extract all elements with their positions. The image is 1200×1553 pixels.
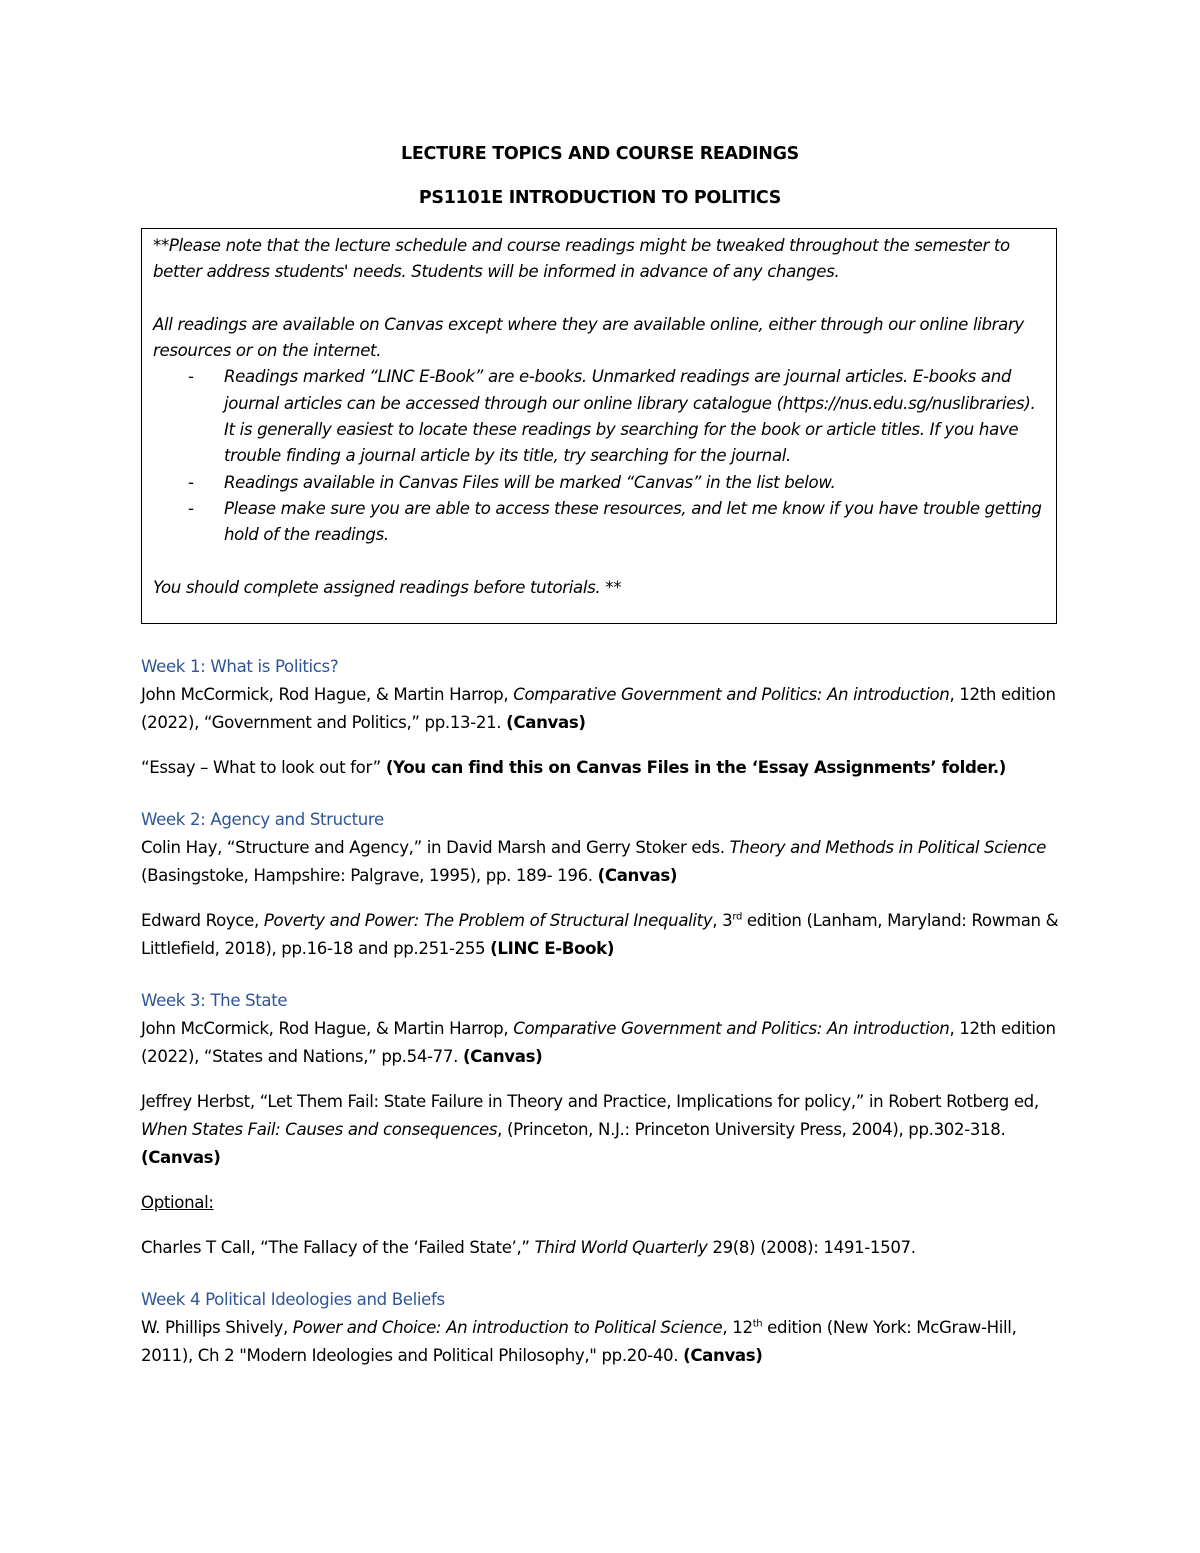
source-tag: (You can find this on Canvas Files in the ‘Essay Assignments’ folder.) bbox=[385, 758, 1007, 777]
source-tag: (LINC E-Book) bbox=[490, 939, 615, 958]
notice-box bbox=[141, 228, 1057, 624]
bullet-marker: - bbox=[188, 367, 194, 387]
notice-bullet bbox=[153, 496, 1046, 549]
course-title: PS1101E INTRODUCTION TO POLITICS bbox=[418, 188, 782, 208]
week-3-heading: Week 3: The State bbox=[141, 991, 288, 1010]
optional-label: Optional: bbox=[141, 1193, 214, 1212]
notice-bullet bbox=[153, 470, 1046, 496]
week-1-reading-2: “Essay – What to look out for” (You can find this on Canvas Files in the ‘Essay Assignments’ folder.) bbox=[141, 758, 1007, 777]
source-tag: (Canvas) bbox=[462, 1047, 543, 1066]
notice-bullet-text: Please make sure you are able to access these resources, and let me know if you have trouble getting hold of the readings. bbox=[224, 498, 1042, 545]
notice-closing: You should complete assigned readings before tutorials. ** bbox=[153, 577, 622, 597]
page-title: LECTURE TOPICS AND COURSE READINGS bbox=[401, 144, 799, 164]
week-2-reading-2: Edward Royce, Poverty and Power: The Problem of Structural Inequality, 3rd edition (Lanham, Maryland: Rowman & Littlefield, 2018), pp.16-18 and pp.251-255 (LINC E-Book) bbox=[141, 911, 1059, 958]
source-tag: (Canvas) bbox=[141, 1148, 221, 1167]
week-1-reading-1: John McCormick, Rod Hague, & Martin Harrop, Comparative Government and Politics: An introduction, 12th edition (2022), “Government and Politics,” pp.13-21. (Canvas) bbox=[141, 685, 1056, 732]
notice-schedule-note: **Please note that the lecture schedule and course readings might be tweaked throughout the semester to better address students' needs. Students will be informed in advance of any changes. bbox=[153, 236, 1010, 282]
week-1-heading: Week 1: What is Politics? bbox=[141, 657, 339, 676]
week-3-reading-2: Jeffrey Herbst, “Let Them Fail: State Failure in Theory and Practice, Implications for policy,” in Robert Rotberg ed, When States Fail: Causes and consequences, (Princeton, N.J.: Princeton University Press, 2004), pp.302-318. (Canvas) bbox=[141, 1092, 1039, 1167]
week-3-reading-1: John McCormick, Rod Hague, & Martin Harrop, Comparative Government and Politics: An introduction, 12th edition (2022), “States and Nations,” pp.54-77. (Canvas) bbox=[141, 1019, 1056, 1066]
notice-bullet bbox=[153, 364, 1046, 469]
week-4-reading-1: W. Phillips Shively, Power and Choice: An introduction to Political Science, 12th edition (New York: McGraw-Hill, 2011), Ch 2 "Modern Ideologies and Political Philosophy," pp.20-40. (Canvas) bbox=[141, 1318, 1017, 1365]
week-4-heading: Week 4 Political Ideologies and Beliefs bbox=[141, 1290, 445, 1309]
readings-list bbox=[141, 653, 1061, 1370]
week-2-heading: Week 2: Agency and Structure bbox=[141, 810, 384, 829]
source-tag: (Canvas) bbox=[597, 866, 678, 885]
bullet-marker: - bbox=[188, 472, 194, 492]
bullet-marker: - bbox=[188, 498, 194, 518]
notice-bullet-text: Readings marked “LINC E-Book” are e-books. Unmarked readings are journal articles. E-books and journal articles can be accessed through our online library catalogue (https://nus.edu.sg/nuslibraries). It is generally easiest to locate these readings by searching for the book or article titles. If you have trouble finding a journal article by its title, try searching for the journal. bbox=[224, 367, 1036, 466]
week-3-optional-reading: Charles T Call, “The Fallacy of the ‘Failed State’,” Third World Quarterly 29(8) (2008): 1491-1507. bbox=[141, 1238, 916, 1257]
notice-availability-note: All readings are available on Canvas except where they are available online, either through our online library resources or on the internet. bbox=[153, 314, 1024, 361]
source-tag: (Canvas) bbox=[683, 1346, 763, 1365]
notice-bullet-list bbox=[153, 364, 1046, 548]
source-tag: (Canvas) bbox=[506, 713, 586, 732]
notice-bullet-text: Readings available in Canvas Files will be marked “Canvas” in the list below. bbox=[224, 472, 836, 492]
week-2-reading-1: Colin Hay, “Structure and Agency,” in David Marsh and Gerry Stoker eds. Theory and Methods in Political Science (Basingstoke, Hampshire: Palgrave, 1995), pp. 189- 196. (Canvas) bbox=[141, 838, 1046, 885]
